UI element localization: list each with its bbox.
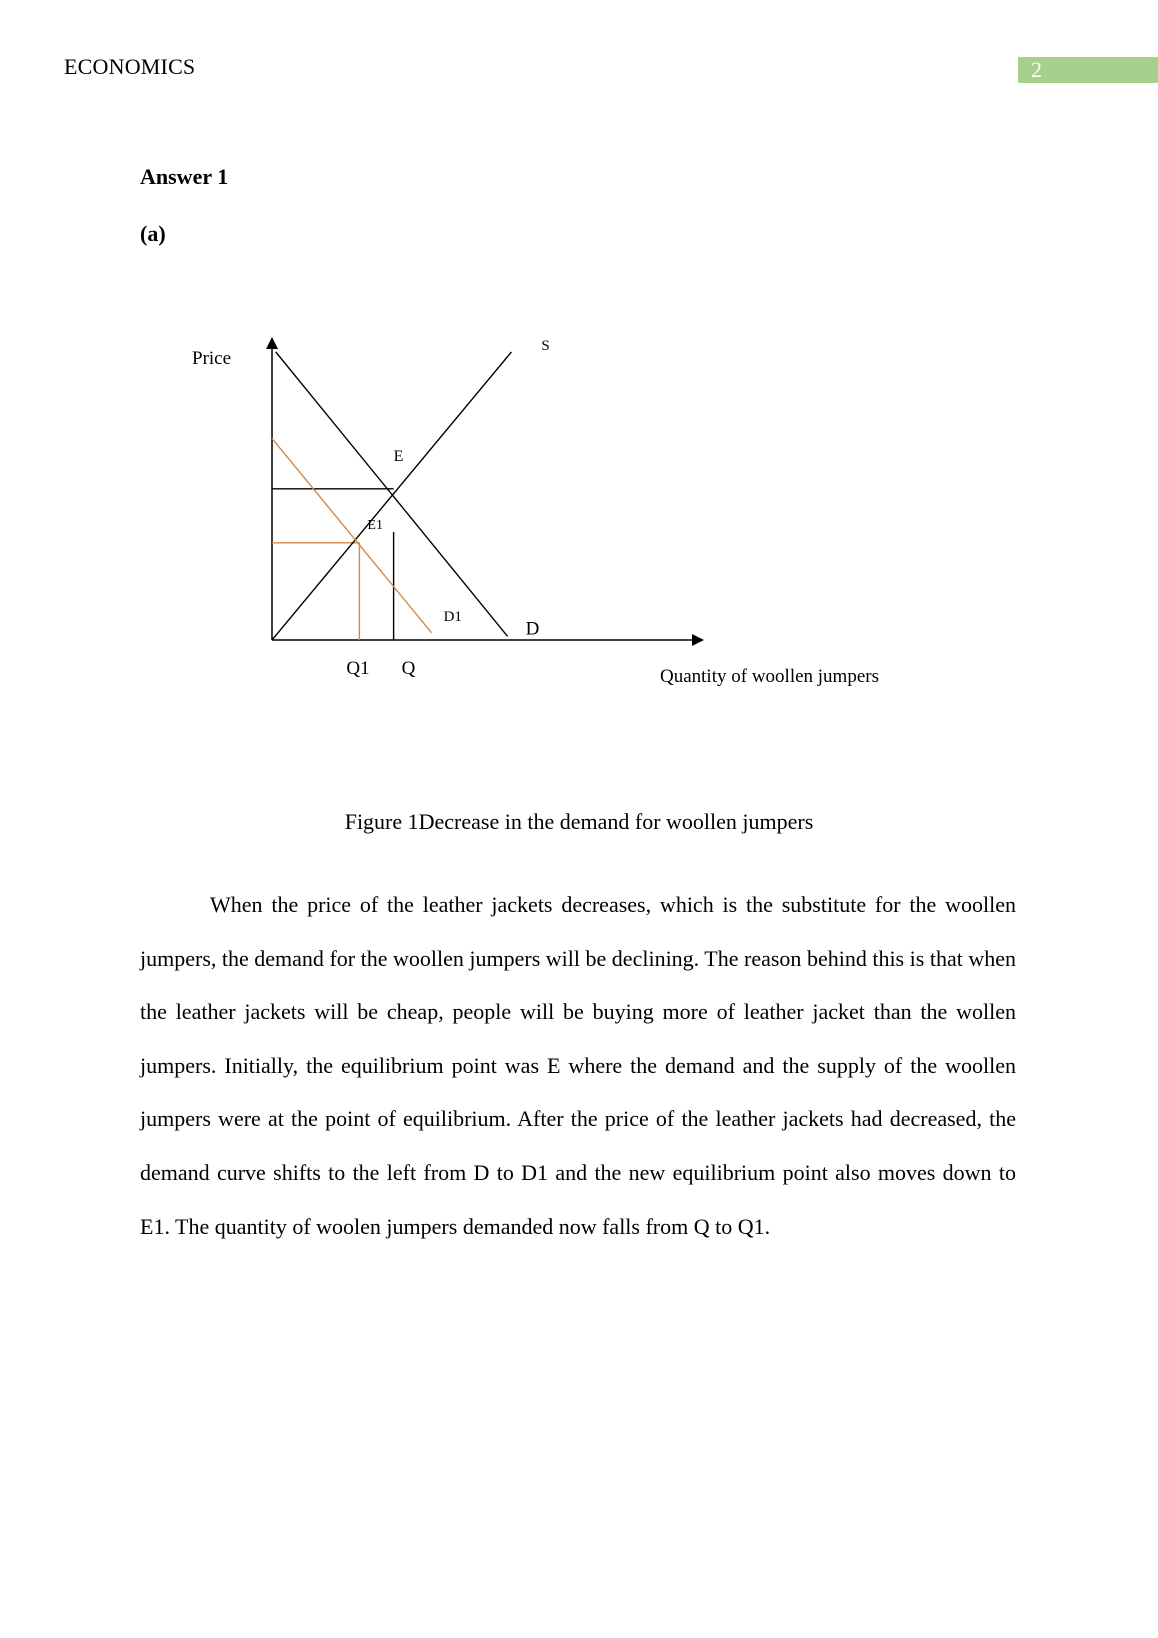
curve-label-d: D [525,618,540,640]
figure-caption: Figure 1Decrease in the demand for woollen jumpers [344,809,814,834]
y-axis-label: Price [192,348,232,369]
curve-d1 [272,438,432,632]
page-number-badge [1018,57,1158,83]
x-tick-label-q1: Q1 [346,658,370,679]
answer-heading: Answer 1 [140,164,229,189]
x-axis-label: Quantity of woollen jumpers [660,666,879,687]
part-heading: (a) [140,221,166,246]
curve-label-s: S [541,338,550,354]
chart-labels [346,338,549,679]
page-number: 2 [1031,57,1042,82]
body-paragraph: When the price of the leather jackets decreases, which is the substitute for the woollen jumpers, the demand for the woollen jumpers will be declining. The reason behind this is that when the leather jackets will be cheap, people will be buying more of leather jacket than the wollen jumpers. Initially, the equilibrium point was E where the demand and the supply of the woollen jumpers were at the point of equilibrium. After the price of the leather jackets had decreased, the demand curve shifts to the left from D to D1 and the new equilibrium point also moves down to E1. The quantity of woolen jumpers demanded now falls from Q to Q1. [140,892,1016,1239]
x-tick-label-q: Q [401,658,416,679]
point-label-e1: E1 [367,517,383,533]
running-header-title: ECONOMICS [64,54,196,79]
point-label-e: E [393,447,404,465]
curves [272,352,511,640]
demand-supply-figure [0,320,1158,720]
curve-label-d1: D1 [443,608,462,625]
demand-supply-chart [0,320,1158,720]
